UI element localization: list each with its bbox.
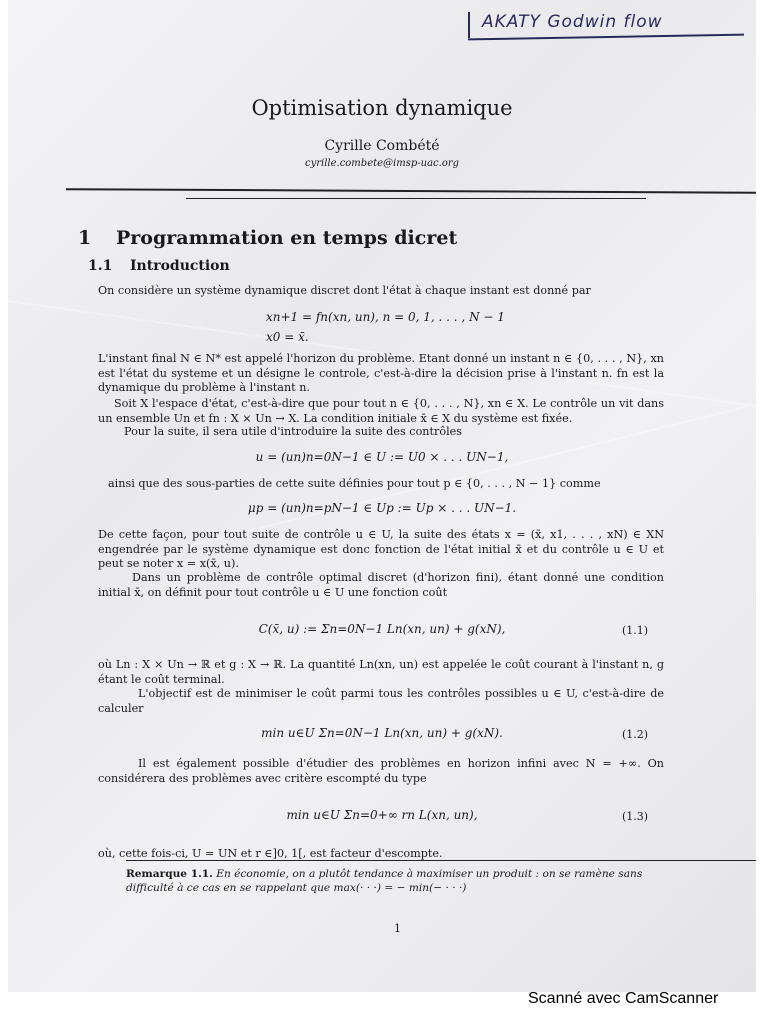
- paragraph-states: De cette façon, pour tout suite de contrôle u ∈ U, la suite des états x = (x̄, x1, . . . , xN) ∈ XN engendrée par le système dynamique est donc fonction de l'état initial x̄ et du contrôle u ∈ U et peut se noter x = x(x̄, u).: [98, 528, 664, 571]
- subsection-number: 1.1: [88, 258, 113, 274]
- scanned-page: [8, 0, 756, 992]
- author-name: Cyrille Combété: [324, 138, 440, 154]
- equation-controls: u = (un)n=0N−1 ∈ U := U0 × . . . UN−1,: [255, 450, 509, 464]
- document-title: Optimisation dynamique: [251, 96, 513, 120]
- paragraph-controls-intro: Pour la suite, il sera utile d'introduire la suite des contrôles: [124, 425, 463, 438]
- page-number: 1: [394, 922, 401, 935]
- equation-min: min u∈U Σn=0N−1 Ln(xn, un) + g(xN).: [261, 726, 503, 740]
- section-title: Programmation en temps dicret: [116, 227, 458, 249]
- handwriting-underline: [468, 34, 744, 40]
- remark-rule: [126, 860, 756, 861]
- subsection-title: Introduction: [130, 258, 230, 274]
- equation-system-line2: x0 = x̄.: [266, 330, 309, 344]
- equation-discounted: min u∈U Σn=0+∞ rn L(xn, un),: [286, 808, 478, 822]
- handwriting-stroke: [468, 12, 470, 38]
- equation-number-1-3: (1.3): [622, 810, 649, 823]
- paragraph-cost-intro: Dans un problème de contrôle optimal discret (d'horizon fini), étant donné une condition initial x̄, on définit pour tout contrôle u ∈ U une fonction coût: [98, 571, 664, 599]
- paragraph-cost-def: où Ln : X × Un → ℝ et g : X → ℝ. La quantité Ln(xn, un) est appelée le coût courant à l'instant n, g étant le coût terminal.: [98, 658, 664, 686]
- paragraph-objective: L'objectif est de minimiser le coût parmi tous les contrôles possibles u ∈ U, c'est-à-dire de calculer: [98, 687, 664, 715]
- equation-subparts: μp = (un)n=pN−1 ∈ Up := Up × . . . UN−1.: [247, 501, 517, 515]
- paragraph-horizon: L'instant final N ∈ N* est appelé l'horizon du problème. Etant donné un instant n ∈ {0, . . . , N}, xn est l'état du systeme et un désigne le controle, c'est-à-dire la décision prise à l'instant n. fn est la dynamique du problème à l'instant n.: [98, 352, 664, 395]
- header-rule-short: [186, 198, 646, 199]
- paragraph-infinite: Il est également possible d'étudier des problèmes en horizon infini avec N = +∞. On considérera des problèmes avec critère escompté du type: [98, 757, 664, 785]
- equation-number-1-2: (1.2): [622, 728, 649, 741]
- handwritten-name-text: AKATY Godwin flow: [482, 12, 663, 32]
- equation-number-1-1: (1.1): [622, 624, 649, 637]
- equation-system-line1: xn+1 = fn(xn, un), n = 0, 1, . . . , N − 1: [266, 310, 505, 324]
- scanner-watermark: Scanné avec CamScanner: [528, 990, 719, 1007]
- paragraph-discount: où, cette fois-ci, U = UN et r ∈]0, 1[, est facteur d'escompte.: [98, 847, 443, 860]
- section-number: 1: [78, 227, 92, 249]
- paragraph-intro: On considère un système dynamique discret dont l'état à chaque instant est donné par: [98, 284, 591, 297]
- paragraph-subparts: ainsi que des sous-parties de cette suite définies pour tout p ∈ {0, . . . , N − 1} comme: [108, 477, 601, 490]
- remark-text: En économie, on a plutôt tendance à maximiser un produit : on se ramène sans difficulté à ce cas en se rappelant que max(· · ·) = − min(− · · ·): [126, 868, 643, 894]
- remark-block: [126, 867, 686, 895]
- remark-label: Remarque 1.1.: [126, 868, 213, 880]
- paragraph-state-space: Soit X l'espace d'état, c'est-à-dire que pour tout n ∈ {0, . . . , N}, xn ∈ X. Le contrôle un vit dans un ensemble Un et fn : X × Un → X. La condition initiale x̄ ∈ X du système est fixée.: [98, 397, 664, 425]
- equation-cost: C(x̄, u) := Σn=0N−1 Ln(xn, un) + g(xN),: [258, 622, 506, 636]
- header-rule: [66, 188, 756, 193]
- author-email: cyrille.combete@imsp-uac.org: [304, 158, 460, 169]
